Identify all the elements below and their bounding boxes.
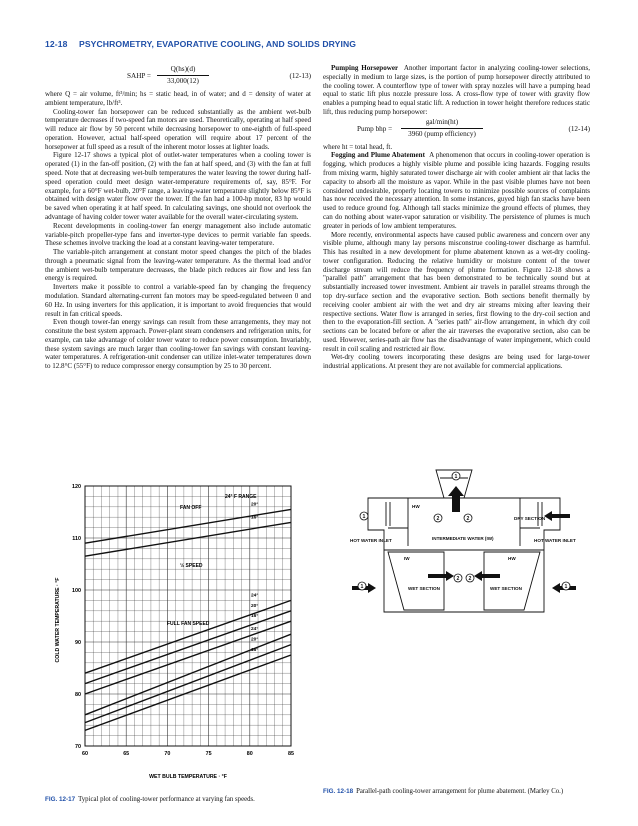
equation-denominator: 3960 (pump efficiency) — [408, 129, 476, 138]
right-text-column — [323, 64, 590, 476]
marker-number: 2 — [468, 576, 472, 582]
label-wet-section-left: WET SECTION — [408, 586, 440, 591]
annotation-fan-off: FAN OFF — [180, 505, 202, 511]
air-arrow-top — [448, 486, 464, 512]
paragraph — [323, 151, 590, 230]
marker-number: 1 — [360, 584, 364, 590]
running-header — [45, 39, 595, 53]
series-label: 20° — [251, 603, 259, 609]
series-label: 16° — [251, 648, 259, 653]
figure-12-18-caption — [323, 788, 590, 796]
label-hot-water-inlet-left: HOT WATER INLET — [350, 538, 392, 543]
paragraph: where ht = total head, ft. — [323, 142, 393, 151]
fraction-bar — [157, 75, 209, 76]
air-arrow-mid-left — [428, 571, 454, 581]
paragraph: Inverters make it possible to control a variable-speed fan by changing the frequency modulation. Standard alternating-current fan motors may be speed-regulated between 0 and 60 Hz. In using inverters for this application, it is important to avoid frequencies that would result in fan critical speeds. — [45, 283, 311, 318]
label-hot-water-inlet-right: HOT WATER INLET — [534, 538, 576, 543]
figure-label: FIG. 12-17 — [45, 796, 76, 803]
paragraph: Figure 12-17 shows a typical plot of outlet-water temperatures when a cooling tower is operated (1) in the fan-off position, (2) with the fan at half speed, and (3) with the fan at full speed. Note that at decreasing wet-bulb temperatures the water leaving the tower during half-speed operation could meet design water-temperature requirements of, say, 85°F. For example, for a 60°F wet-bulb, 20°F range, a leaving-water temperature slightly below 85°F is obtained with design water flow over the tower. If the fan had a 100-hp motor, 83 hp would be saved when operating it at half speed. In calculating savings, one should not overlook the advantage of having colder tower water available for the overall water-circulating system. — [45, 151, 311, 221]
equation-lhs: SAHP = — [127, 72, 151, 80]
paragraph-text: Another important factor in analyzing cooling-tower selections, especially in medium to large sizes, is the portion of pump horsepower directly attributed to the cooling tower. A counterflow type of tower with spray nozzles will have a pumping head equal to static lift plus nozzle pressure loss. A cross-flow type of tower with gravity flow enables a pumping head to equal static lift. A reduction in tower height therefore reduces static lift, thus reducing pump horsepower: — [323, 64, 590, 116]
marker-number: 1 — [454, 474, 458, 480]
figure-label: FIG. 12-18 — [323, 788, 354, 795]
series-line — [85, 600, 291, 673]
left-text-column — [45, 64, 311, 480]
paragraph: Recent developments in cooling-tower fan energy management also include automatic variable-pitch propeller-type fans and inverter-type devices to permit variable fan speeds. These schemes involve tracking the load at a constant leaving-water temperature. — [45, 221, 311, 248]
x-tick-label: 60 — [82, 751, 88, 757]
equation-12-14 — [323, 117, 590, 143]
series-line — [85, 655, 291, 730]
y-axis-label: COLD WATER TEMPERATURE · °F — [55, 577, 61, 663]
x-axis-label: WET BULB TEMPERATURE · °F — [149, 774, 227, 780]
equation-12-13 — [45, 64, 311, 90]
section-heading: Pumping Horsepower — [331, 64, 399, 72]
page-number: 12-18 — [45, 39, 68, 49]
caption-text: Typical plot of cooling-tower performance at varying fan speeds. — [78, 796, 255, 803]
label-hw-right: HW — [508, 556, 516, 561]
y-tick-label: 110 — [72, 536, 81, 542]
series-label: 20° — [251, 502, 259, 508]
series-label: 16° — [251, 614, 259, 620]
x-tick-label: 65 — [123, 751, 130, 757]
marker-number: 2 — [436, 516, 440, 522]
equation-number: (12-13) — [289, 72, 311, 80]
x-tick-label: 80 — [246, 751, 253, 757]
paragraph: Cooling-tower fan horsepower can be reduced substantially as the ambient wet-bulb temperature decreases if two-speed fan motors are used. Theoretically, operating at half speed will reduce air flow by 50 percent while decreasing horsepower to one-eighth of full-speed operation. However, actual half-speed operation will require about 17 percent of the horsepower at full speed as a result of the inherent motor losses at lighter loads. — [45, 107, 311, 151]
equation-numerator: gal/min(ht) — [425, 117, 459, 126]
label-hw: HW — [412, 504, 420, 509]
section-heading: Fogging and Plume Abatement — [331, 151, 425, 160]
paragraph — [323, 64, 590, 117]
annotation-half-speed: ½ SPEED — [180, 563, 203, 569]
y-tick-label: 90 — [75, 640, 81, 646]
air-arrow-right-top — [544, 511, 570, 521]
annotation-range: 24° F RANGE — [225, 494, 257, 500]
dry-coil-right — [538, 502, 542, 526]
series-label: 20° — [251, 637, 259, 643]
y-tick-label: 70 — [75, 744, 81, 750]
running-title: PSYCHROMETRY, EVAPORATIVE COOLING, AND SOLIDS DRYING — [79, 39, 357, 49]
paragraph-text: A phenomenon that occurs in cooling-tower operation is fogging, which produces a highly visible plume and possible icing hazards. Fogging results from mixing warm, highly saturated tower discharge air with cooler ambient air that lacks the capacity to absorb all the moisture as vapor. While in the past visible plumes have not been considered undesirable, properly locating towers to minimize possible sources of complaints has now received the necessary attention. In some instances, guyed high fan stacks have been used to reduce ground fog. Although tall stacks minimize the ground effects of plumes, they can do nothing about water-vapor saturation or visibility. The persistence of plumes is much greater in periods of low ambient temperatures. — [323, 151, 590, 230]
caption-text: Parallel-path cooling-tower arrangement for plume abatement. (Marley Co.) — [356, 788, 564, 795]
annotation-full-speed: FULL FAN SPEED — [167, 621, 210, 627]
x-tick-label: 75 — [205, 751, 212, 757]
figure-12-17-caption — [45, 796, 311, 804]
y-tick-label: 100 — [72, 588, 81, 594]
y-tick-label: 80 — [75, 692, 81, 698]
x-tick-label: 70 — [164, 751, 171, 757]
paragraph: The variable-pitch arrangement at constant motor speed changes the pitch of the blades through a pneumatic signal from the leaving-water temperature. As the thermal load and/or the ambient wet-bulb temperature decreases, the blade pitch reduces air flow and less fan energy is required. — [45, 248, 311, 283]
label-iw: IW — [404, 556, 410, 561]
paragraph: More recently, environmental aspects have caused public awareness and concern over any visible plume, although many lay persons misconstrue cooling-tower discharge as harmful. This has resulted in a new development for plume abatement known as a wet-dry cooling-tower configuration. Reducing the relative humidity or moisture content of the tower discharge stream will reduce the frequency of plume formation. Figure 12-18 shows a "parallel path" arrangement that has been demonstrated to be technically sound but at substantially increased tower investment. Ambient air travels in parallel streams through the top dry-surface section and the evaporative section. Both sections benefit thermally by receiving cooler ambient air with the wet and dry air streams mixing after leaving their respective sections. Water flow is arranged in series, first flowing to the dry-coil section and then to the evaporation-fill section. A "series path" air-flow arrangement, in which dry coil sections can be located before or after the air traverses the evaporative section, also can be used. However, series-path air flow has the disadvantage of water impingement, which could result in coil scaling and restricted air flow. — [323, 230, 590, 353]
label-wet-section-right: WET SECTION — [490, 586, 522, 591]
wet-fill-left — [388, 552, 444, 610]
marker-number: 1 — [564, 584, 568, 590]
equation-lhs: Pump bhp = — [357, 124, 393, 133]
marker-number: 1 — [362, 514, 366, 520]
series-label: 24° — [251, 627, 259, 633]
y-tick-label: 120 — [72, 484, 81, 490]
x-tick-label: 85 — [288, 751, 294, 757]
figure-12-18-diagram — [348, 468, 580, 614]
paragraph: Even though tower-fan energy savings can result from these arrangements, they may not constitute the best system approach. Power-plant steam condensers and refrigeration units, for example, can take advantage of colder tower water to reduce power consumption. Invariably, these system savings are much larger than cooling-tower fan savings with constant leaving-water temperatures. A refrigeration-unit condenser can utilize inlet-water temperatures down to 12.8°C (55°F) to reduce compressor energy consumption by 25 to 30 percent. — [45, 318, 311, 371]
series-line — [85, 634, 291, 715]
series-label: 16° — [251, 515, 259, 521]
plot-frame — [85, 486, 291, 746]
series-label: 24° — [251, 593, 259, 599]
equation-number: (12-14) — [568, 124, 590, 133]
label-dry-section: DRY SECTION — [514, 516, 546, 521]
paragraph: Wet-dry cooling towers incorporating these designs are being used for large-tower industrial applications. At present they are not available for commercial applications. — [323, 353, 590, 371]
dry-coil-left — [386, 502, 390, 526]
paragraph: where Q = air volume, ft³/min; hs = static head, in of water; and d = density of water at ambient temperature, lb/ft³. — [45, 90, 311, 107]
equation-numerator: Q(hs)(d) — [170, 65, 196, 73]
fraction-bar — [401, 128, 483, 129]
label-intermediate-water: INTERMEDIATE WATER (IW) — [432, 536, 494, 541]
marker-number: 2 — [466, 516, 470, 522]
equation-denominator: 33,000(12) — [167, 77, 199, 85]
air-arrow-mid-right — [474, 571, 500, 581]
figure-12-17-chart — [45, 478, 305, 786]
marker-number: 2 — [456, 576, 460, 582]
